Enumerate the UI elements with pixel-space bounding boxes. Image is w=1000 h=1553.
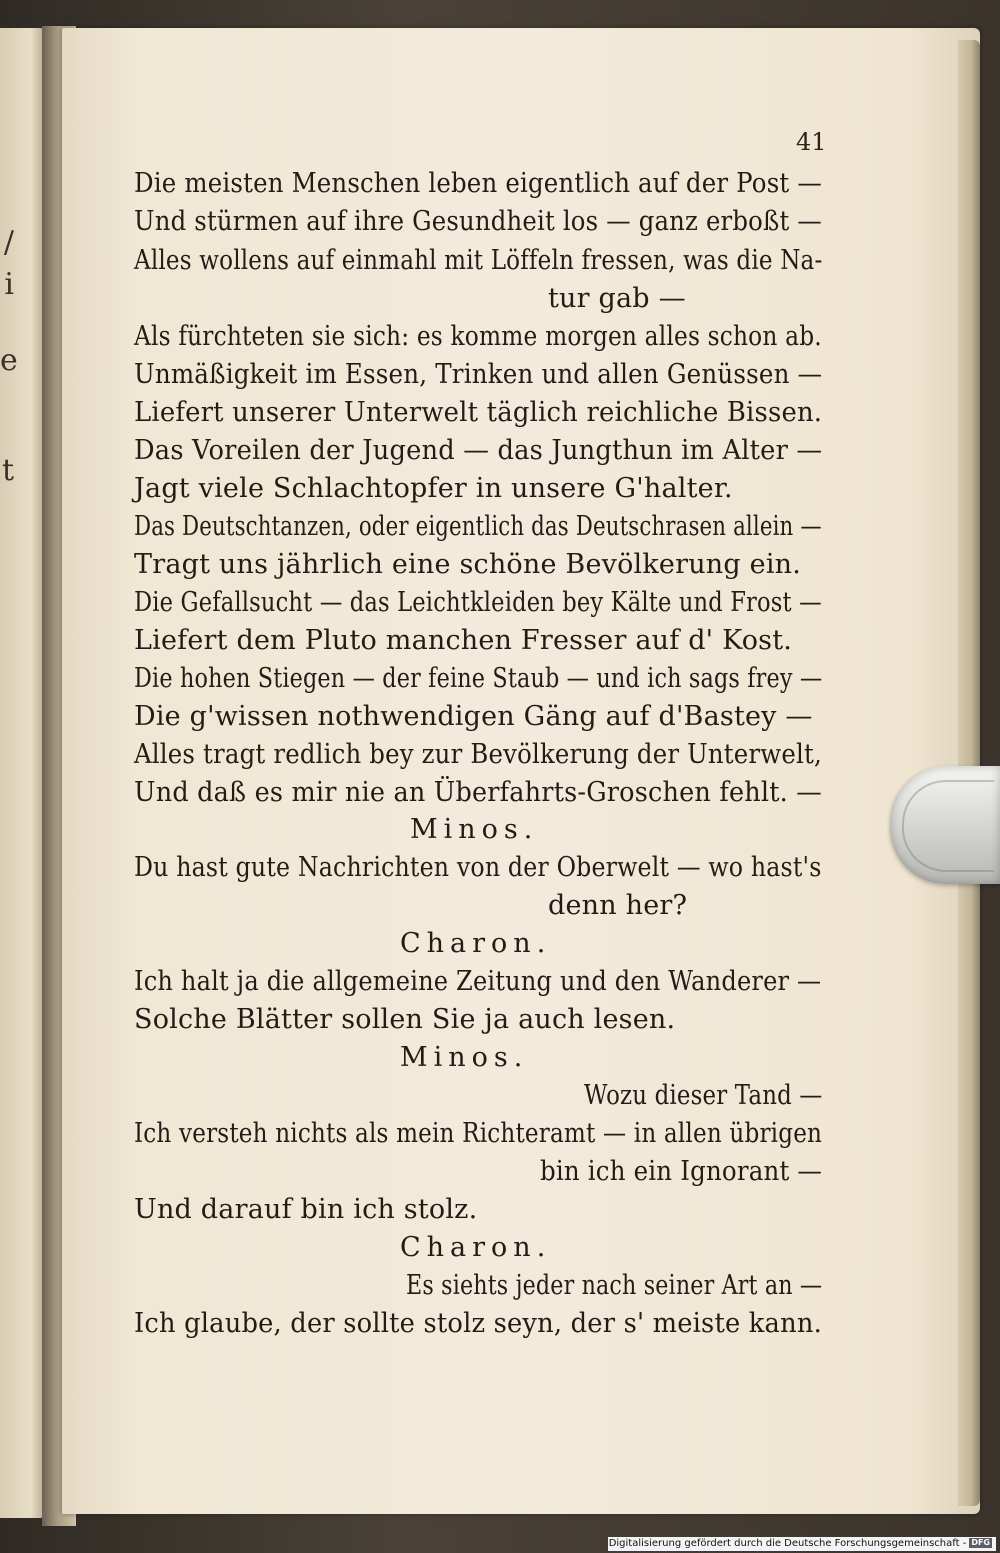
text-line: Und darauf bin ich stolz. — [134, 1194, 478, 1225]
digitization-credit — [608, 1537, 996, 1551]
speaker-name: Minos. — [400, 1042, 529, 1073]
text-line: Das Deutschtanzen, oder eigentlich das Deutschrasen allein — — [134, 511, 822, 542]
left-page-fragment: i — [4, 267, 14, 302]
text-line: Alles tragt redlich bey zur Bevölkerung der Unterwelt, — [134, 739, 822, 770]
text-line: Liefert unserer Unterwelt täglich reichliche Bissen. — [134, 397, 823, 428]
text-line: Liefert dem Pluto manchen Fresser auf d' Kost. — [134, 625, 793, 656]
text-line: Als fürchteten sie sich: es komme morgen alles schon ab. — [134, 321, 822, 352]
left-page-fragment: t — [1, 453, 14, 488]
text-line: Du hast gute Nachrichten von der Oberwelt — wo hast's — [134, 852, 822, 883]
text-line: Das Voreilen der Jugend — das Jungthun im Alter — — [134, 435, 823, 466]
text-line: Solche Blätter sollen Sie ja auch lesen. — [134, 1004, 676, 1035]
left-page-edge — [0, 28, 44, 1518]
page-number: 41 — [796, 128, 827, 156]
text-line: denn her? — [548, 890, 688, 921]
speaker-name: Charon. — [400, 928, 552, 959]
text-line: Und daß es mir nie an Überfahrts-Groschen fehlt. — — [134, 777, 822, 808]
text-line: Wozu dieser Tand — — [584, 1080, 823, 1111]
text-line: Alles wollens auf einmahl mit Löffeln fressen, was die Na- — [134, 245, 823, 276]
text-line: Ich halt ja die allgemeine Zeitung und den Wanderer — — [134, 966, 822, 997]
text-line: Die hohen Stiegen — der feine Staub — und ich sags frey — — [134, 663, 823, 694]
left-page-fragment: / — [3, 225, 14, 260]
credit-text: Digitalisierung gefördert durch die Deutsche Forschungsgemeinschaft - — [608, 1538, 967, 1549]
page-clip — [890, 766, 1000, 884]
text-line: Die meisten Menschen leben eigentlich auf der Post — — [134, 168, 822, 199]
text-line: Die g'wissen nothwendigen Gäng auf d'Bastey — — [134, 701, 813, 732]
left-page-fragment: e — [0, 343, 18, 378]
text-line: bin ich ein Ignorant — — [540, 1156, 823, 1187]
text-line: Tragt uns jährlich eine schöne Bevölkerung ein. — [134, 549, 802, 580]
speaker-name: Minos. — [410, 814, 539, 845]
dfg-logo: DFG — [971, 1538, 990, 1547]
text-line: tur gab — — [548, 283, 686, 314]
text-line: Es siehts jeder nach seiner Art an — — [406, 1270, 823, 1301]
text-line: Ich versteh nichts als mein Richteramt — in allen übrigen — [134, 1118, 823, 1149]
text-line: Die Gefallsucht — das Leichtkleiden bey Kälte und Frost — — [134, 587, 822, 618]
text-line: Und stürmen auf ihre Gesundheit los — ganz erboßt — — [134, 206, 822, 237]
text-line: Unmäßigkeit im Essen, Trinken und allen Genüssen — — [134, 359, 823, 390]
text-line: Ich glaube, der sollte stolz seyn, der s' meiste kann. — [134, 1308, 822, 1339]
text-line: Jagt viele Schlachtopfer in unsere G'halter. — [134, 473, 733, 504]
speaker-name: Charon. — [400, 1232, 552, 1263]
